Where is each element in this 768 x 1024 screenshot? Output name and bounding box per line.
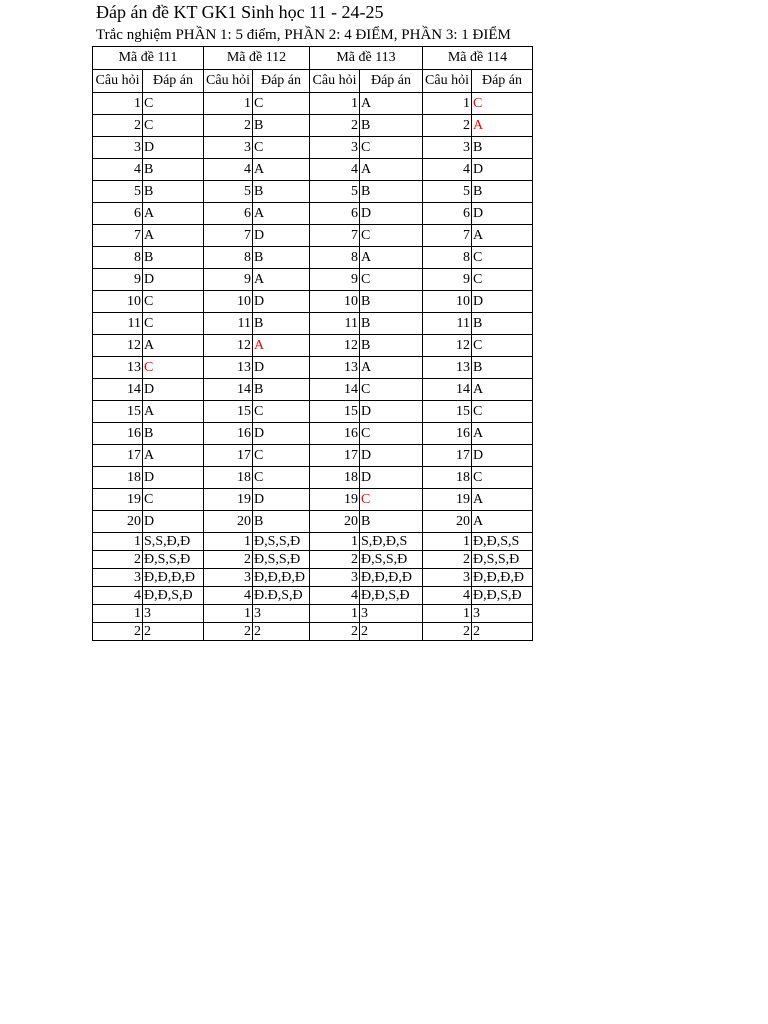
answer-cell: D bbox=[253, 423, 310, 445]
question-number: 15 bbox=[93, 401, 143, 423]
question-number: 4 bbox=[93, 159, 143, 181]
question-number: 6 bbox=[423, 203, 472, 225]
answer-cell: C bbox=[472, 247, 533, 269]
question-number: 4 bbox=[93, 587, 143, 605]
question-number: 14 bbox=[423, 379, 472, 401]
question-number: 1 bbox=[423, 93, 472, 115]
answer-cell: D bbox=[143, 511, 204, 533]
question-number: 18 bbox=[204, 467, 253, 489]
question-number: 5 bbox=[204, 181, 253, 203]
answer-cell-highlighted: A bbox=[253, 335, 310, 357]
question-number: 14 bbox=[204, 379, 253, 401]
answer-cell: B bbox=[143, 159, 204, 181]
question-number: 2 bbox=[423, 551, 472, 569]
question-number: 4 bbox=[310, 159, 360, 181]
answer-cell: D bbox=[253, 225, 310, 247]
answer-cell: D bbox=[360, 445, 423, 467]
question-number: 8 bbox=[310, 247, 360, 269]
table-row bbox=[93, 511, 533, 533]
question-number: 4 bbox=[310, 587, 360, 605]
answer-cell: C bbox=[360, 269, 423, 291]
exam-code-header: Mã đề 112 bbox=[204, 47, 310, 70]
table-row bbox=[93, 181, 533, 203]
question-number: 15 bbox=[423, 401, 472, 423]
question-number: 4 bbox=[423, 587, 472, 605]
answer-cell-highlighted: C bbox=[472, 93, 533, 115]
answer-cell: C bbox=[360, 225, 423, 247]
question-number: 14 bbox=[93, 379, 143, 401]
question-number: 11 bbox=[310, 313, 360, 335]
answer-cell: A bbox=[143, 203, 204, 225]
answer-cell: B bbox=[143, 423, 204, 445]
answer-cell: S,Đ,Đ,S bbox=[360, 533, 423, 551]
question-number: 20 bbox=[204, 511, 253, 533]
answer-cell: B bbox=[360, 335, 423, 357]
page-subtitle: Trắc nghiệm PHẦN 1: 5 điểm, PHẦN 2: 4 ĐIỂM, PHẦN 3: 1 ĐIỂM bbox=[96, 27, 511, 43]
answer-cell: Đ.Đ,S,Đ bbox=[253, 587, 310, 605]
answer-cell: B bbox=[253, 181, 310, 203]
answer-cell: C bbox=[472, 335, 533, 357]
exam-code-header: Mã đề 114 bbox=[423, 47, 533, 70]
question-number: 3 bbox=[93, 569, 143, 587]
question-number: 10 bbox=[423, 291, 472, 313]
question-number: 3 bbox=[93, 137, 143, 159]
exam-code-header-row bbox=[93, 47, 533, 70]
question-number: 2 bbox=[204, 115, 253, 137]
question-number: 10 bbox=[310, 291, 360, 313]
answer-cell: A bbox=[253, 269, 310, 291]
answer-cell: A bbox=[472, 423, 533, 445]
answer-cell: Đ,Đ,Đ,Đ bbox=[253, 569, 310, 587]
question-number: 16 bbox=[423, 423, 472, 445]
part1-answers bbox=[93, 93, 533, 533]
question-number: 6 bbox=[93, 203, 143, 225]
question-number: 19 bbox=[310, 489, 360, 511]
answer-cell: A bbox=[143, 335, 204, 357]
question-number: 7 bbox=[93, 225, 143, 247]
table-row bbox=[93, 313, 533, 335]
table-row bbox=[93, 247, 533, 269]
table-row bbox=[93, 467, 533, 489]
answer-cell: Đ,Đ,S,Đ bbox=[472, 587, 533, 605]
answer-cell: C bbox=[253, 137, 310, 159]
question-number: 11 bbox=[93, 313, 143, 335]
question-number: 2 bbox=[423, 623, 472, 641]
answer-cell: Đ,S,S,Đ bbox=[360, 551, 423, 569]
question-number: 10 bbox=[204, 291, 253, 313]
question-number: 1 bbox=[93, 533, 143, 551]
answer-cell: D bbox=[143, 379, 204, 401]
question-number: 8 bbox=[93, 247, 143, 269]
question-number: 9 bbox=[93, 269, 143, 291]
question-number: 1 bbox=[310, 93, 360, 115]
question-number: 3 bbox=[423, 137, 472, 159]
question-number: 18 bbox=[423, 467, 472, 489]
question-number: 3 bbox=[310, 569, 360, 587]
answer-cell: D bbox=[472, 445, 533, 467]
answer-cell: D bbox=[360, 467, 423, 489]
table-row bbox=[93, 379, 533, 401]
answer-cell: Đ,S,S,Đ bbox=[472, 551, 533, 569]
answer-cell: C bbox=[143, 489, 204, 511]
question-number: 18 bbox=[310, 467, 360, 489]
answer-cell-highlighted: C bbox=[360, 489, 423, 511]
answer-cell: Đ,Đ,Đ,Đ bbox=[360, 569, 423, 587]
question-number: 2 bbox=[310, 115, 360, 137]
question-number: 15 bbox=[204, 401, 253, 423]
question-number: 11 bbox=[204, 313, 253, 335]
table-row bbox=[93, 291, 533, 313]
question-number: 2 bbox=[93, 551, 143, 569]
answer-cell: D bbox=[143, 467, 204, 489]
answer-cell: D bbox=[253, 357, 310, 379]
answer-cell: D bbox=[143, 269, 204, 291]
answer-cell: B bbox=[472, 181, 533, 203]
answer-cell: D bbox=[253, 489, 310, 511]
table-row bbox=[93, 401, 533, 423]
question-number: 2 bbox=[310, 623, 360, 641]
table-row bbox=[93, 137, 533, 159]
answer-cell: C bbox=[472, 467, 533, 489]
question-number: 19 bbox=[93, 489, 143, 511]
answer-cell: C bbox=[143, 313, 204, 335]
question-number: 17 bbox=[310, 445, 360, 467]
answer-cell: A bbox=[143, 445, 204, 467]
question-number: 5 bbox=[423, 181, 472, 203]
question-number: 1 bbox=[93, 605, 143, 623]
question-number: 7 bbox=[423, 225, 472, 247]
table-row bbox=[93, 357, 533, 379]
answer-cell: B bbox=[360, 115, 423, 137]
question-number: 17 bbox=[423, 445, 472, 467]
question-number: 16 bbox=[204, 423, 253, 445]
question-number: 15 bbox=[310, 401, 360, 423]
answer-cell: A bbox=[472, 379, 533, 401]
page-title: Đáp án đề KT GK1 Sinh học 11 - 24-25 bbox=[96, 2, 384, 22]
answer-column-header: Đáp án bbox=[472, 70, 533, 93]
question-number: 20 bbox=[93, 511, 143, 533]
answer-cell: A bbox=[253, 203, 310, 225]
answer-cell: 3 bbox=[472, 605, 533, 623]
answer-cell: C bbox=[253, 467, 310, 489]
question-number: 2 bbox=[423, 115, 472, 137]
question-number: 6 bbox=[310, 203, 360, 225]
question-number: 1 bbox=[204, 605, 253, 623]
answer-cell: 2 bbox=[253, 623, 310, 641]
question-number: 9 bbox=[204, 269, 253, 291]
question-column-header: Câu hỏi bbox=[93, 70, 143, 93]
answer-cell: C bbox=[143, 291, 204, 313]
answer-cell: A bbox=[143, 225, 204, 247]
question-number: 17 bbox=[204, 445, 253, 467]
answer-cell: 2 bbox=[472, 623, 533, 641]
answer-cell: C bbox=[143, 115, 204, 137]
part3-answers bbox=[93, 605, 533, 641]
table-row bbox=[93, 623, 533, 641]
question-number: 11 bbox=[423, 313, 472, 335]
answer-cell: A bbox=[143, 401, 204, 423]
question-number: 4 bbox=[423, 159, 472, 181]
exam-code-header: Mã đề 111 bbox=[93, 47, 204, 70]
table-row bbox=[93, 445, 533, 467]
question-number: 3 bbox=[310, 137, 360, 159]
question-number: 8 bbox=[423, 247, 472, 269]
question-number: 10 bbox=[93, 291, 143, 313]
answer-cell: C bbox=[472, 269, 533, 291]
table-row bbox=[93, 533, 533, 551]
table-row bbox=[93, 489, 533, 511]
answer-cell: C bbox=[253, 445, 310, 467]
answer-cell: B bbox=[360, 511, 423, 533]
question-column-header: Câu hỏi bbox=[423, 70, 472, 93]
question-number: 13 bbox=[93, 357, 143, 379]
answer-cell: A bbox=[360, 93, 423, 115]
answer-cell: D bbox=[472, 203, 533, 225]
answer-column-header: Đáp án bbox=[360, 70, 423, 93]
table-row bbox=[93, 115, 533, 137]
answer-cell: A bbox=[253, 159, 310, 181]
answer-cell: B bbox=[143, 247, 204, 269]
question-number: 7 bbox=[204, 225, 253, 247]
answer-cell: B bbox=[253, 313, 310, 335]
exam-code-header: Mã đề 113 bbox=[310, 47, 423, 70]
answer-cell: Đ,S,S,Đ bbox=[253, 551, 310, 569]
question-number: 3 bbox=[204, 569, 253, 587]
answer-cell: D bbox=[360, 203, 423, 225]
answer-cell: C bbox=[360, 423, 423, 445]
table-row bbox=[93, 423, 533, 445]
question-number: 13 bbox=[204, 357, 253, 379]
question-number: 5 bbox=[93, 181, 143, 203]
answer-cell: A bbox=[472, 511, 533, 533]
answer-cell: Đ,Đ,S,Đ bbox=[360, 587, 423, 605]
answer-cell: Đ,Đ,S,Đ bbox=[143, 587, 204, 605]
question-number: 1 bbox=[310, 533, 360, 551]
table-row bbox=[93, 551, 533, 569]
question-number: 1 bbox=[310, 605, 360, 623]
answer-cell: C bbox=[253, 401, 310, 423]
answer-cell: Đ,Đ,Đ,Đ bbox=[472, 569, 533, 587]
question-number: 1 bbox=[204, 533, 253, 551]
table-row bbox=[93, 587, 533, 605]
table-row bbox=[93, 203, 533, 225]
question-number: 20 bbox=[423, 511, 472, 533]
question-number: 3 bbox=[204, 137, 253, 159]
answer-cell: B bbox=[253, 247, 310, 269]
answer-cell: B bbox=[143, 181, 204, 203]
question-number: 2 bbox=[93, 115, 143, 137]
question-number: 16 bbox=[310, 423, 360, 445]
question-number: 19 bbox=[423, 489, 472, 511]
question-number: 1 bbox=[204, 93, 253, 115]
question-number: 9 bbox=[423, 269, 472, 291]
answer-cell: S,S,Đ,Đ bbox=[143, 533, 204, 551]
answer-cell: Đ,S,S,Đ bbox=[143, 551, 204, 569]
answer-cell: B bbox=[253, 511, 310, 533]
answer-cell: B bbox=[360, 291, 423, 313]
table-row bbox=[93, 269, 533, 291]
answer-cell: B bbox=[472, 357, 533, 379]
question-column-header: Câu hỏi bbox=[310, 70, 360, 93]
question-number: 16 bbox=[93, 423, 143, 445]
question-number: 13 bbox=[310, 357, 360, 379]
answer-column-header: Đáp án bbox=[253, 70, 310, 93]
answer-cell: A bbox=[472, 225, 533, 247]
question-number: 8 bbox=[204, 247, 253, 269]
question-number: 1 bbox=[93, 93, 143, 115]
question-number: 12 bbox=[423, 335, 472, 357]
answer-cell: B bbox=[472, 137, 533, 159]
question-number: 2 bbox=[204, 551, 253, 569]
answer-cell: A bbox=[360, 159, 423, 181]
question-number: 5 bbox=[310, 181, 360, 203]
table-row bbox=[93, 335, 533, 357]
answer-cell: Đ,Đ,S,S bbox=[472, 533, 533, 551]
answer-column-header: Đáp án bbox=[143, 70, 204, 93]
question-number: 2 bbox=[310, 551, 360, 569]
question-number: 9 bbox=[310, 269, 360, 291]
question-number: 17 bbox=[93, 445, 143, 467]
question-number: 19 bbox=[204, 489, 253, 511]
answer-cell: D bbox=[472, 291, 533, 313]
answer-cell: B bbox=[360, 313, 423, 335]
table-row bbox=[93, 93, 533, 115]
table-row bbox=[93, 159, 533, 181]
question-number: 2 bbox=[204, 623, 253, 641]
question-number: 2 bbox=[93, 623, 143, 641]
question-number: 3 bbox=[423, 569, 472, 587]
answer-cell: A bbox=[472, 489, 533, 511]
answer-cell: 2 bbox=[143, 623, 204, 641]
answer-cell: D bbox=[143, 137, 204, 159]
answer-cell: B bbox=[472, 313, 533, 335]
answer-cell: C bbox=[143, 93, 204, 115]
question-number: 12 bbox=[204, 335, 253, 357]
question-number: 1 bbox=[423, 533, 472, 551]
question-number: 1 bbox=[423, 605, 472, 623]
answer-key-table bbox=[92, 46, 533, 641]
question-number: 18 bbox=[93, 467, 143, 489]
answer-cell: C bbox=[360, 137, 423, 159]
answer-cell: D bbox=[472, 159, 533, 181]
answer-cell: B bbox=[253, 115, 310, 137]
answer-cell: A bbox=[360, 247, 423, 269]
question-number: 4 bbox=[204, 159, 253, 181]
answer-cell: 3 bbox=[360, 605, 423, 623]
answer-cell-highlighted: A bbox=[472, 115, 533, 137]
answer-cell: B bbox=[360, 181, 423, 203]
table-row bbox=[93, 605, 533, 623]
answer-cell: 2 bbox=[360, 623, 423, 641]
answer-cell: D bbox=[360, 401, 423, 423]
question-number: 6 bbox=[204, 203, 253, 225]
question-number: 4 bbox=[204, 587, 253, 605]
answer-cell: Đ,S,S,Đ bbox=[253, 533, 310, 551]
part2-answers bbox=[93, 533, 533, 605]
question-number: 12 bbox=[93, 335, 143, 357]
answer-cell: 3 bbox=[143, 605, 204, 623]
question-number: 14 bbox=[310, 379, 360, 401]
table-row bbox=[93, 569, 533, 587]
answer-cell: Đ,Đ,Đ,Đ bbox=[143, 569, 204, 587]
answer-cell: A bbox=[360, 357, 423, 379]
question-number: 20 bbox=[310, 511, 360, 533]
question-number: 12 bbox=[310, 335, 360, 357]
answer-cell: B bbox=[253, 379, 310, 401]
answer-cell: C bbox=[360, 379, 423, 401]
question-column-header: Câu hỏi bbox=[204, 70, 253, 93]
question-number: 7 bbox=[310, 225, 360, 247]
answer-cell: 3 bbox=[253, 605, 310, 623]
answer-cell: C bbox=[253, 93, 310, 115]
answer-cell: C bbox=[472, 401, 533, 423]
answer-cell-highlighted: C bbox=[143, 357, 204, 379]
answer-cell: D bbox=[253, 291, 310, 313]
table-row bbox=[93, 225, 533, 247]
column-header-row bbox=[93, 70, 533, 93]
question-number: 13 bbox=[423, 357, 472, 379]
